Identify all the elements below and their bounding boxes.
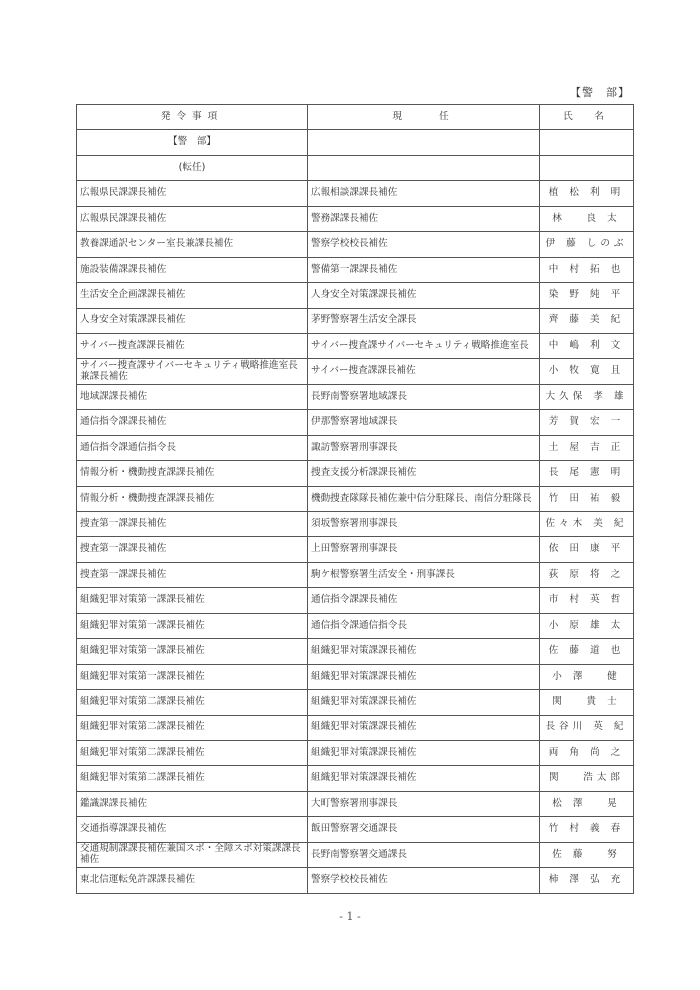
new-post-cell: 捜査第一課課長補佐 <box>77 562 308 587</box>
table-row <box>77 537 634 562</box>
new-post-cell: サイバー捜査課課長補佐 <box>77 333 308 358</box>
table-row <box>77 410 634 435</box>
table-row <box>77 639 634 664</box>
new-post-cell: 教養課通訳センター室長兼課長補佐 <box>77 232 308 257</box>
table-row <box>77 740 634 765</box>
name-cell: 齊 藤 美 紀 <box>540 308 634 333</box>
current-post-cell: 駒ケ根警察署生活安全・刑事課長 <box>308 562 540 587</box>
new-post-cell: 組織犯罪対策第二課課長補佐 <box>77 690 308 715</box>
new-post-cell: 東北信運転免許課課長補佐 <box>77 868 308 893</box>
current-post-cell: 通信指令課課長補佐 <box>308 588 540 613</box>
new-post-cell: 組織犯罪対策第一課課長補佐 <box>77 588 308 613</box>
current-post-cell: 広報相談課課長補佐 <box>308 181 540 206</box>
section-rank-label: 【警 部】 <box>77 130 308 155</box>
new-post-cell: 交通指導課課長補佐 <box>77 817 308 842</box>
current-post-cell: 通信指令課通信指令長 <box>308 613 540 638</box>
new-post-cell: 生活安全企画課課長補佐 <box>77 283 308 308</box>
current-post-cell: 警察学校校長補佐 <box>308 868 540 893</box>
table-row <box>77 817 634 842</box>
section-transfer-label: (転任) <box>77 155 308 180</box>
table-row <box>77 283 634 308</box>
current-post-cell: 組織犯罪対策課課長補佐 <box>308 740 540 765</box>
empty-cell <box>308 155 540 180</box>
table-row <box>77 461 634 486</box>
page-number: - 1 - <box>339 910 361 923</box>
new-post-cell: 情報分析・機動捜査課課長補佐 <box>77 486 308 511</box>
name-cell: 松 澤 晃 <box>540 791 634 816</box>
new-post-cell: 組織犯罪対策第二課課長補佐 <box>77 766 308 791</box>
new-post-cell: 鑑識課課長補佐 <box>77 791 308 816</box>
empty-cell <box>540 155 634 180</box>
name-cell: 伊 藤 しのぶ <box>540 232 634 257</box>
name-cell: 佐 藤 努 <box>540 842 634 867</box>
new-post-cell: 組織犯罪対策第一課課長補佐 <box>77 613 308 638</box>
name-cell: 林 良 太 <box>540 206 634 231</box>
name-cell: 土 屋 吉 正 <box>540 435 634 460</box>
empty-cell <box>540 130 634 155</box>
table-row <box>77 562 634 587</box>
table-row <box>77 232 634 257</box>
name-cell: 竹 村 義 春 <box>540 817 634 842</box>
new-post-cell: 捜査第一課課長補佐 <box>77 512 308 537</box>
table-row <box>77 435 634 460</box>
current-post-cell: 警務課課長補佐 <box>308 206 540 231</box>
new-post-cell: 施設装備課課長補佐 <box>77 257 308 282</box>
name-cell: 両 角 尚 之 <box>540 740 634 765</box>
table-row <box>77 308 634 333</box>
name-cell: 植 松 利 明 <box>540 181 634 206</box>
new-post-cell: 情報分析・機動捜査課課長補佐 <box>77 461 308 486</box>
current-post-cell: 長野南警察署地域課長 <box>308 384 540 409</box>
new-post-cell: 交通規制課課長補佐兼国スポ・全障スポ対策課課長補佐 <box>77 842 308 867</box>
table-row <box>77 206 634 231</box>
name-cell: 大久保 孝 雄 <box>540 384 634 409</box>
new-post-cell: 捜査第一課課長補佐 <box>77 537 308 562</box>
table-row <box>77 486 634 511</box>
table-body <box>77 130 634 893</box>
name-cell: 小 牧 寛 且 <box>540 359 634 384</box>
new-post-cell: 広報県民課課長補佐 <box>77 181 308 206</box>
header-current-post: 現 任 <box>308 105 540 130</box>
current-post-cell: 組織犯罪対策課課長補佐 <box>308 690 540 715</box>
current-post-cell: 大町警察署刑事課長 <box>308 791 540 816</box>
table-row <box>77 588 634 613</box>
current-post-cell: 捜査支援分析課課長補佐 <box>308 461 540 486</box>
name-cell: 長谷川 英 紀 <box>540 715 634 740</box>
header-new-post: 発令事項 <box>77 105 308 130</box>
name-cell: 市 村 英 哲 <box>540 588 634 613</box>
current-post-cell: 茅野警察署生活安全課長 <box>308 308 540 333</box>
current-post-cell: 須坂警察署刑事課長 <box>308 512 540 537</box>
personnel-table <box>76 104 634 894</box>
table-row <box>77 333 634 358</box>
name-cell: 長 尾 憲 明 <box>540 461 634 486</box>
current-post-cell: 組織犯罪対策課課長補佐 <box>308 639 540 664</box>
empty-cell <box>308 130 540 155</box>
new-post-cell: 通信指令課課長補佐 <box>77 410 308 435</box>
name-cell: 小 原 雄 太 <box>540 613 634 638</box>
section-label: 【警 部】 <box>570 86 630 99</box>
table-row <box>77 868 634 893</box>
new-post-cell: 組織犯罪対策第一課課長補佐 <box>77 664 308 689</box>
new-post-cell: 地域課課長補佐 <box>77 384 308 409</box>
current-post-cell: 組織犯罪対策課課長補佐 <box>308 766 540 791</box>
new-post-cell: 広報県民課課長補佐 <box>77 206 308 231</box>
name-cell: 依 田 康 平 <box>540 537 634 562</box>
current-post-cell: 上田警察署刑事課長 <box>308 537 540 562</box>
name-cell: 佐々木 美 紀 <box>540 512 634 537</box>
section-row-rank <box>77 130 634 155</box>
table-row <box>77 791 634 816</box>
current-post-cell: サイバー捜査課サイバーセキュリティ戦略推進室長 <box>308 333 540 358</box>
name-cell: 荻 原 将 之 <box>540 562 634 587</box>
name-cell: 柿 澤 弘 充 <box>540 868 634 893</box>
current-post-cell: 警察学校校長補佐 <box>308 232 540 257</box>
current-post-cell: 警備第一課課長補佐 <box>308 257 540 282</box>
name-cell: 染 野 純 平 <box>540 283 634 308</box>
current-post-cell: 飯田警察署交通課長 <box>308 817 540 842</box>
header-name: 氏 名 <box>540 105 634 130</box>
name-cell: 竹 田 祐 毅 <box>540 486 634 511</box>
table-row <box>77 613 634 638</box>
name-cell: 中 嶋 利 文 <box>540 333 634 358</box>
name-cell: 中 村 拓 也 <box>540 257 634 282</box>
name-cell: 小 澤 健 <box>540 664 634 689</box>
new-post-cell: 組織犯罪対策第二課課長補佐 <box>77 740 308 765</box>
section-row-transfer <box>77 155 634 180</box>
name-cell: 関 浩太郎 <box>540 766 634 791</box>
table-row <box>77 690 634 715</box>
name-cell: 芳 賀 宏 一 <box>540 410 634 435</box>
current-post-cell: 諏訪警察署刑事課長 <box>308 435 540 460</box>
new-post-cell: 人身安全対策課課長補佐 <box>77 308 308 333</box>
new-post-cell: 通信指令課通信指令長 <box>77 435 308 460</box>
table-row <box>77 181 634 206</box>
table-row <box>77 384 634 409</box>
new-post-cell: 組織犯罪対策第一課課長補佐 <box>77 639 308 664</box>
table-header-row <box>77 105 634 130</box>
table-row <box>77 257 634 282</box>
table-row <box>77 842 634 867</box>
table-row <box>77 664 634 689</box>
current-post-cell: 伊那警察署地域課長 <box>308 410 540 435</box>
current-post-cell: サイバー捜査課課長補佐 <box>308 359 540 384</box>
current-post-cell: 人身安全対策課課長補佐 <box>308 283 540 308</box>
table-row <box>77 715 634 740</box>
current-post-cell: 組織犯罪対策課課長補佐 <box>308 664 540 689</box>
name-cell: 佐 藤 道 也 <box>540 639 634 664</box>
current-post-cell: 組織犯罪対策課課長補佐 <box>308 715 540 740</box>
new-post-cell: 組織犯罪対策第二課課長補佐 <box>77 715 308 740</box>
table-row <box>77 766 634 791</box>
new-post-cell: サイバー捜査課サイバーセキュリティ戦略推進室長兼課長補佐 <box>77 359 308 384</box>
current-post-cell: 機動捜査隊隊長補佐兼中信分駐隊長、南信分駐隊長 <box>308 486 540 511</box>
table-row <box>77 359 634 384</box>
name-cell: 関 貴 士 <box>540 690 634 715</box>
current-post-cell: 長野南警察署交通課長 <box>308 842 540 867</box>
table-row <box>77 512 634 537</box>
